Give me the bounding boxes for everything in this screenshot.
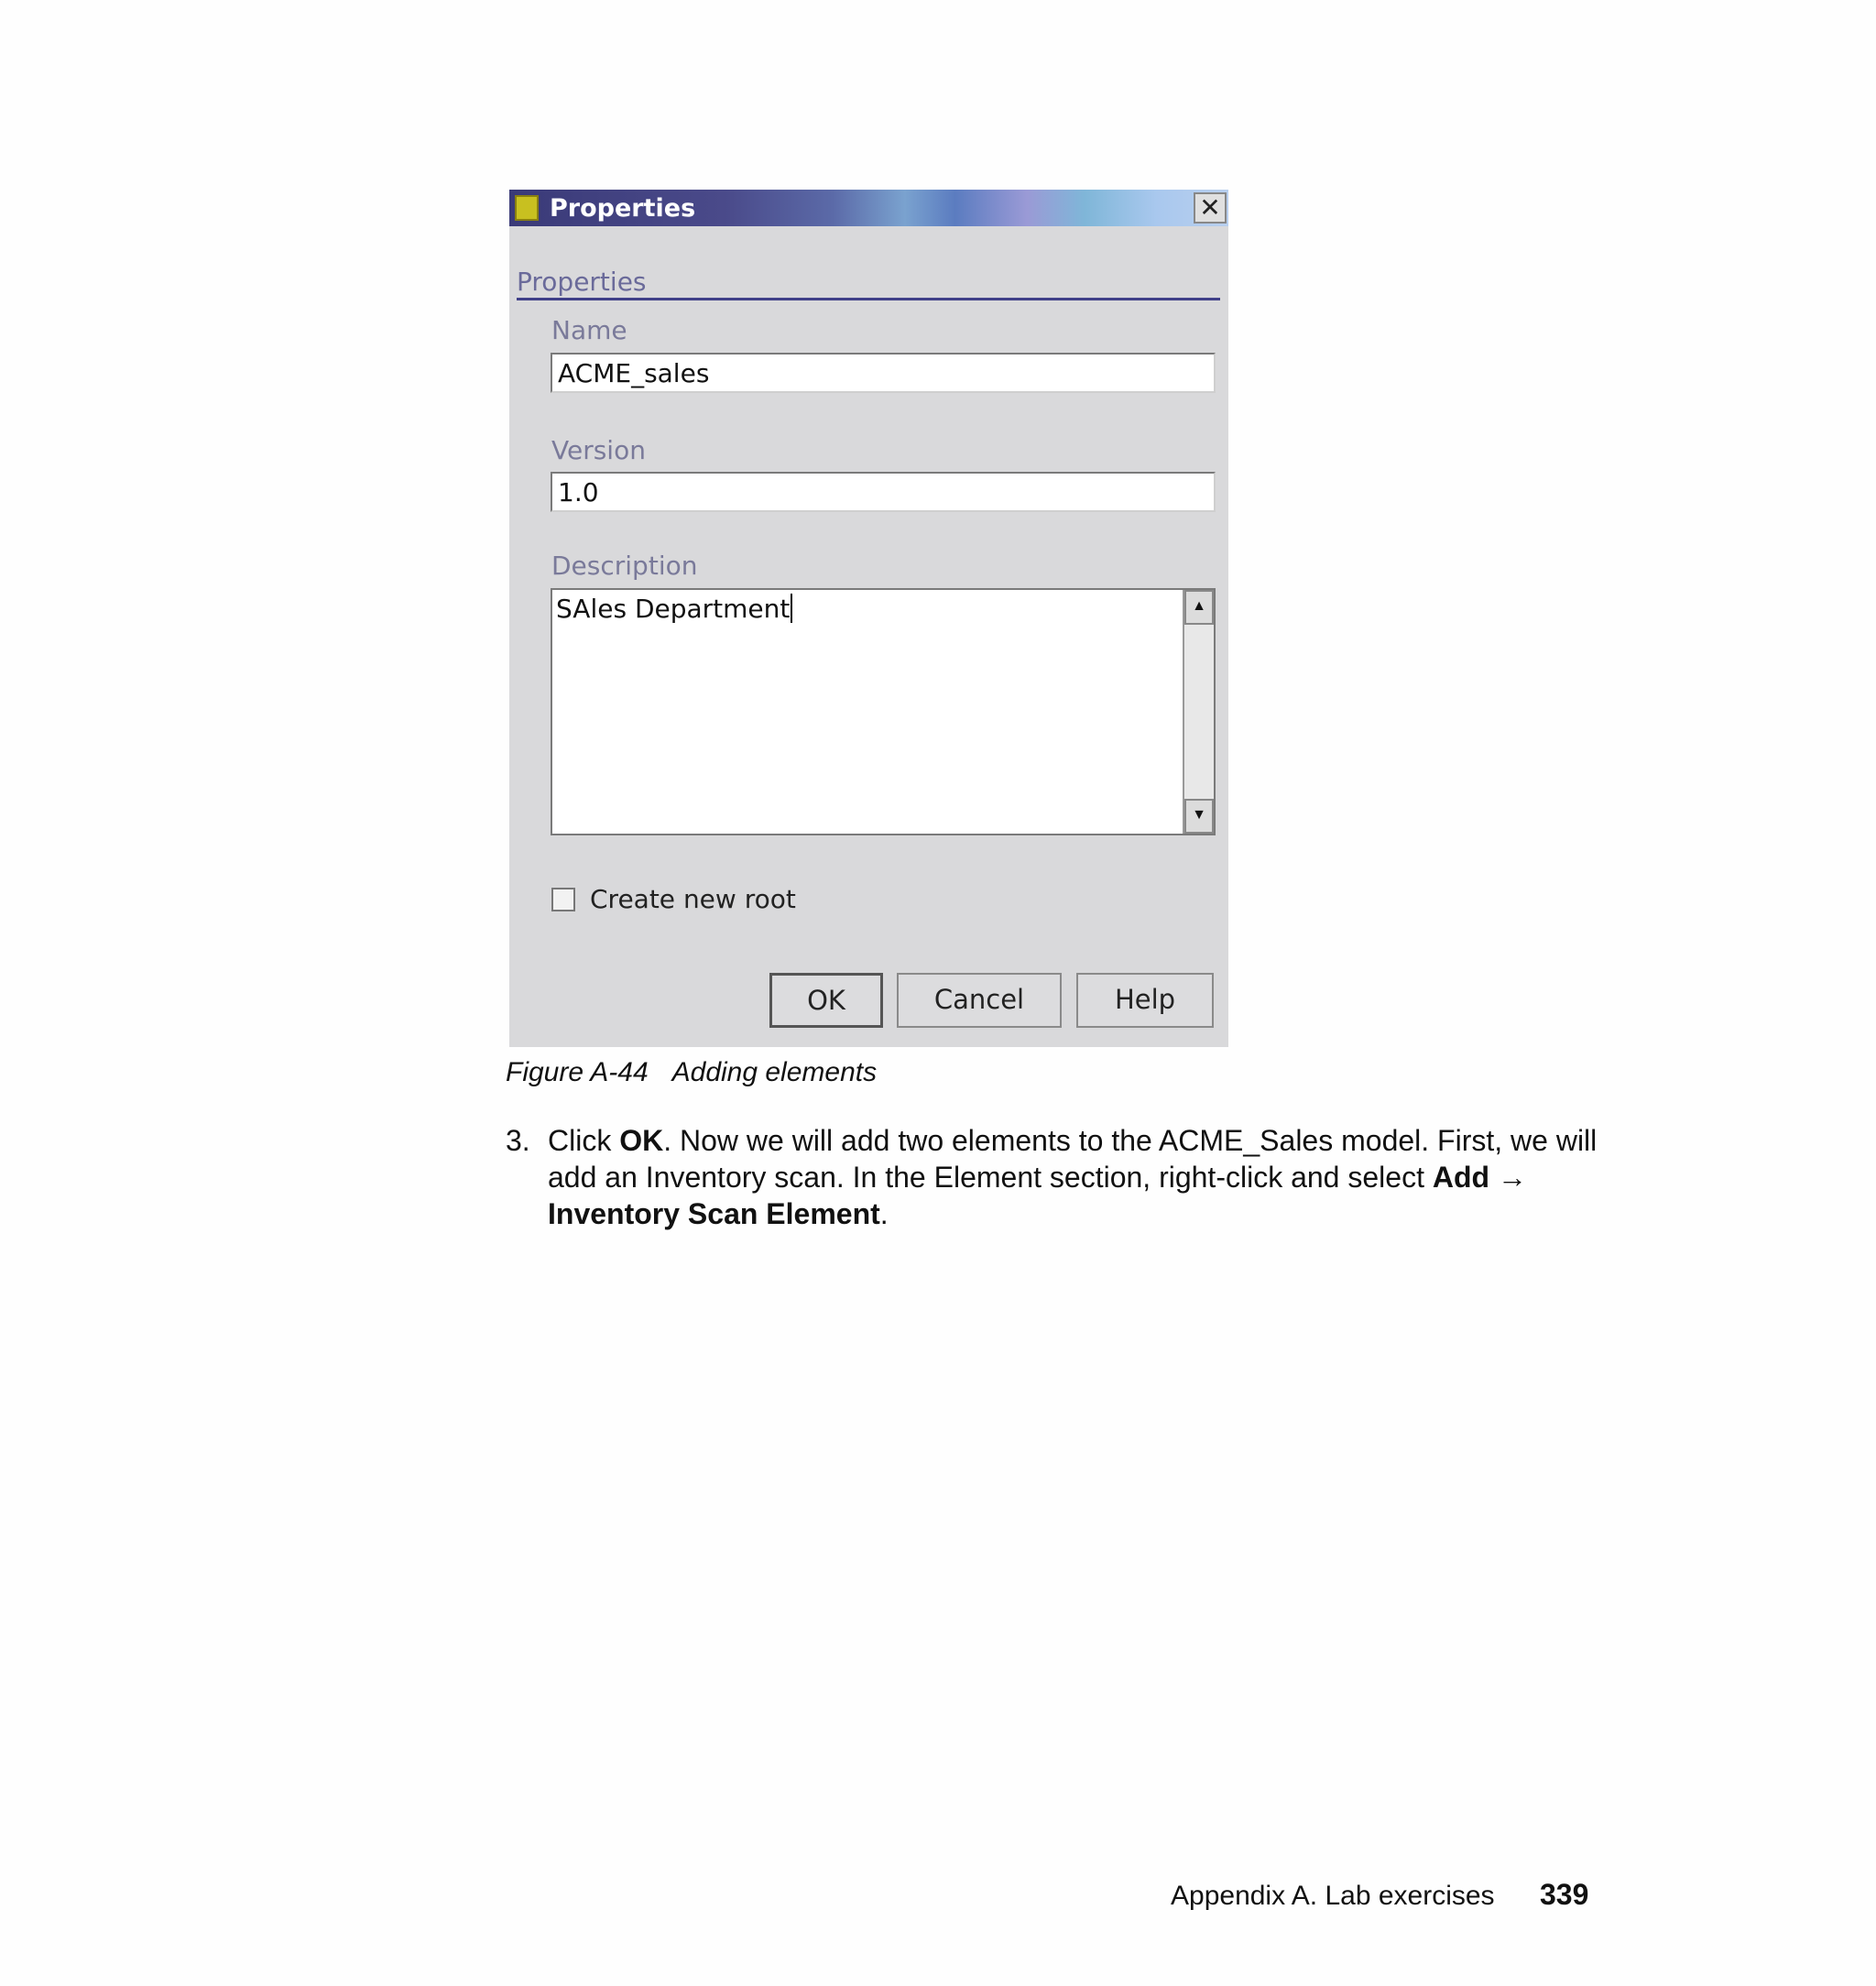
figure-title: Adding elements [671,1057,878,1087]
version-input[interactable]: 1.0 [551,472,1216,512]
app-icon [515,195,539,221]
create-new-root-label[interactable]: Create new root [590,884,796,914]
text-caret [791,594,792,623]
step-arrow: → [1489,1161,1527,1194]
dialog-titlebar[interactable] [509,190,1228,226]
step-text-2: . Now we will add two elements to the ACME_Sales model. First, we will add an Inventory scan. In the Element section, right-click and select [548,1124,1598,1194]
ok-button[interactable]: OK [769,973,883,1028]
description-textarea[interactable] [551,588,1216,835]
figure-caption [506,1057,877,1088]
name-label: Name [551,315,627,345]
dialog-title: Properties [550,194,696,223]
step-bold-ok: OK [619,1124,664,1157]
help-button[interactable]: Help [1076,973,1214,1028]
name-input[interactable]: ACME_sales [551,353,1216,393]
step-bold-add: Add [1432,1161,1490,1194]
description-label: Description [551,551,698,581]
close-icon[interactable]: ✕ [1194,192,1227,224]
create-new-root-checkbox[interactable] [551,888,575,911]
group-title: Properties [517,267,647,297]
scroll-up-icon[interactable]: ▲ [1184,590,1214,625]
step-bold-element: Inventory Scan Element [548,1197,880,1230]
version-label: Version [551,435,646,465]
description-scrollbar[interactable] [1183,590,1214,834]
step-text-end: . [879,1197,889,1230]
step-text [548,1122,1638,1232]
step-text-1: Click [548,1124,620,1157]
cancel-button[interactable]: Cancel [897,973,1062,1028]
page-number: 339 [1540,1878,1589,1911]
description-text [556,594,792,624]
figure-number: Figure A-44 [506,1057,649,1087]
properties-dialog [509,190,1228,1047]
group-divider [517,298,1220,300]
description-value: SAles Department [556,594,791,624]
footer-section: Appendix A. Lab exercises [1171,1881,1495,1911]
scroll-down-icon[interactable]: ▼ [1184,799,1214,834]
step-number: 3. [506,1124,530,1157]
